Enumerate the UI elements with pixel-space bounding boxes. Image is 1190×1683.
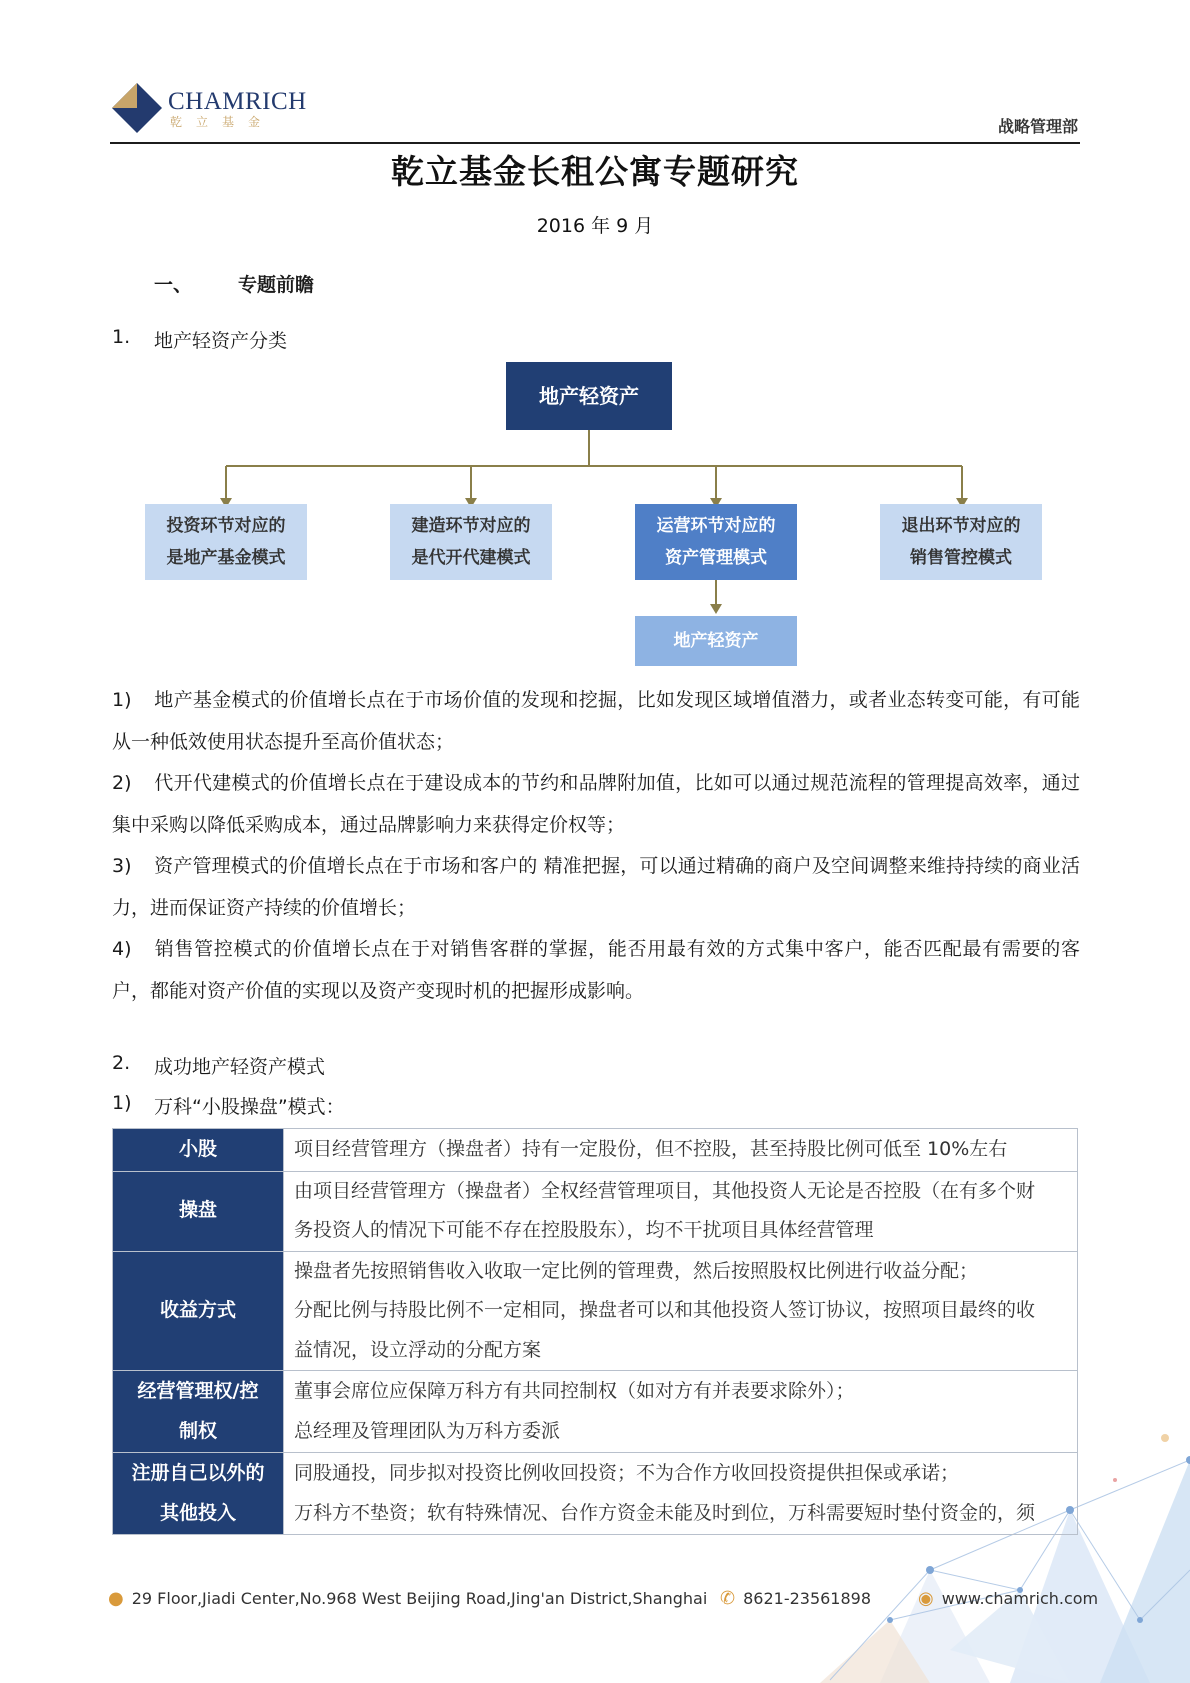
row-value	[284, 1453, 1078, 1535]
address-text: 29 Floor,Jiadi Center,No.968 West Beijing Road,Jing'an District,Shanghai	[131, 1589, 708, 1608]
value-line: 操盘者先按照销售收入收取一定比例的管理费，然后按照股权比例进行收益分配；	[294, 1259, 979, 1282]
row-header	[113, 1171, 284, 1251]
box-line: 销售管控模式	[910, 548, 1012, 568]
table-row	[113, 1251, 1078, 1371]
box-line: 是地产基金模式	[166, 548, 286, 568]
paragraph-number: 1)	[112, 689, 132, 711]
paragraph-text: 地产基金模式的价值增长点在于市场价值的发现和挖掘，比如发现区域增值潜力，或者业态转变可能，有可能从一种低效使用状态提升至高价值状态；	[112, 689, 1080, 753]
box-line: 建造环节对应的	[411, 516, 531, 536]
row-value	[284, 1251, 1078, 1371]
paragraph	[112, 763, 1080, 846]
table-row	[113, 1371, 1078, 1453]
paragraph-text: 资产管理模式的价值增长点在于市场和客户的 精准把握，可以通过精确的商户及空间调整来维持持续的商业活力，进而保证资产持续的价值增长；	[112, 855, 1080, 919]
value-line: 万科方不垫资；软有特殊情况、台作方资金未能及时到位，万科需要短时垫付资金的，须	[294, 1501, 1036, 1524]
item-number: 1.	[112, 326, 131, 348]
paragraph	[112, 680, 1080, 763]
section-number: 一、	[154, 274, 193, 296]
paragraph-number: 4)	[112, 938, 132, 960]
paragraph-text: 销售管控模式的价值增长点在于对销售客群的掌握，能否用最有效的方式集中客户，能否匹配最有需要的客户，都能对资产价值的实现以及资产变现时机的把握形成影响。	[112, 938, 1080, 1002]
paragraph	[112, 929, 1080, 1012]
value-line: 总经理及管理团队为万科方委派	[294, 1419, 561, 1442]
value-line: 由项目经营管理方（操盘者）全权经营管理项目，其他投资人无论是否控股（在有多个财	[294, 1179, 1036, 1202]
logo-text-en: CHAMRICH	[168, 88, 307, 115]
item-number: 2.	[112, 1052, 131, 1074]
document-date: 2016 年 9 月	[536, 215, 654, 237]
row-value	[284, 1129, 1078, 1172]
subitem-title: 万科“小股操盘”模式：	[154, 1096, 345, 1118]
paragraph-number: 3)	[112, 855, 132, 877]
row-header	[113, 1371, 284, 1453]
website-text[interactable]: www.chamrich.com	[941, 1589, 1099, 1608]
box-line: 投资环节对应的	[166, 516, 286, 536]
row-value	[284, 1371, 1078, 1453]
diagram-box-operation	[635, 504, 797, 580]
diagram-root-box: 地产轻资产	[506, 362, 672, 430]
row-value	[284, 1171, 1078, 1251]
section-title: 专题前瞻	[238, 274, 315, 296]
row-header	[113, 1453, 284, 1535]
header-line: 收益方式	[159, 1299, 236, 1321]
row-header	[113, 1129, 284, 1172]
vanke-model-table	[112, 1128, 1078, 1535]
footer-address	[108, 1588, 707, 1609]
value-line: 同股通投，同步拟对投资比例收回投资；不为合作方收回投资提供担保或承诺；	[294, 1462, 960, 1484]
document-title: 乾立基金长租公寓专题研究	[391, 152, 799, 191]
header-line: 经营管理权/控	[137, 1380, 259, 1402]
subitem-number: 1)	[112, 1092, 132, 1114]
header-line: 操盘	[178, 1199, 217, 1222]
row-header	[113, 1251, 284, 1371]
header-divider	[110, 142, 1080, 144]
paragraph-text: 代开代建模式的价值增长点在于建设成本的节约和品牌附加值，比如可以通过规范流程的管理提高效率，通过集中采购以降低采购成本，通过品牌影响力来获得定价权等；	[112, 772, 1080, 836]
location-pin-icon: ●	[108, 1588, 124, 1609]
box-line: 运营环节对应的	[656, 516, 776, 536]
header-line: 小股	[178, 1138, 217, 1160]
box-line: 是代开代建模式	[411, 548, 531, 568]
diagram-box-investment	[145, 504, 307, 580]
value-line: 董事会席位应保障万科方有共同控制权（如对方有并表要求除外）；	[294, 1380, 855, 1402]
chamrich-logo-icon	[112, 83, 162, 133]
diagram-sub-box: 地产轻资产	[635, 616, 797, 666]
globe-icon: ◉	[918, 1588, 934, 1609]
diagram-box-construction	[390, 504, 552, 580]
table-row	[113, 1129, 1078, 1172]
department-label: 战略管理部	[997, 117, 1078, 136]
header-line: 制权	[178, 1419, 217, 1442]
paragraph-number: 2)	[112, 772, 132, 794]
box-line: 资产管理模式	[665, 548, 767, 568]
value-line: 务投资人的情况下可能不存在控股股东），均不干扰项目具体经营管理	[294, 1219, 874, 1241]
header-line: 其他投入	[159, 1501, 236, 1524]
paragraph	[112, 846, 1080, 929]
value-line: 益情况，设立浮动的分配方案	[294, 1338, 542, 1361]
footer-phone	[720, 1588, 871, 1609]
value-line: 分配比例与持股比例不一定相同，操盘者可以和其他投资人签订协议，按照项目最终的收	[294, 1299, 1036, 1321]
phone-text: 8621-23561898	[743, 1589, 872, 1608]
value-line: 项目经营管理方（操盘者）持有一定股份，但不控股，甚至持股比例可低至 10%左右	[294, 1138, 1008, 1160]
classification-diagram	[140, 358, 1060, 670]
footer-website	[918, 1588, 1098, 1609]
item-title: 成功地产轻资产模式	[154, 1056, 326, 1078]
phone-icon: ✆	[720, 1588, 736, 1609]
box-line: 退出环节对应的	[901, 516, 1021, 536]
table-row	[113, 1171, 1078, 1251]
diagram-box-exit	[880, 504, 1042, 580]
header-line: 注册自己以外的	[131, 1462, 265, 1484]
item-title: 地产轻资产分类	[154, 330, 288, 352]
table-row	[113, 1453, 1078, 1535]
logo-text-cn: 乾立基金	[170, 115, 275, 129]
